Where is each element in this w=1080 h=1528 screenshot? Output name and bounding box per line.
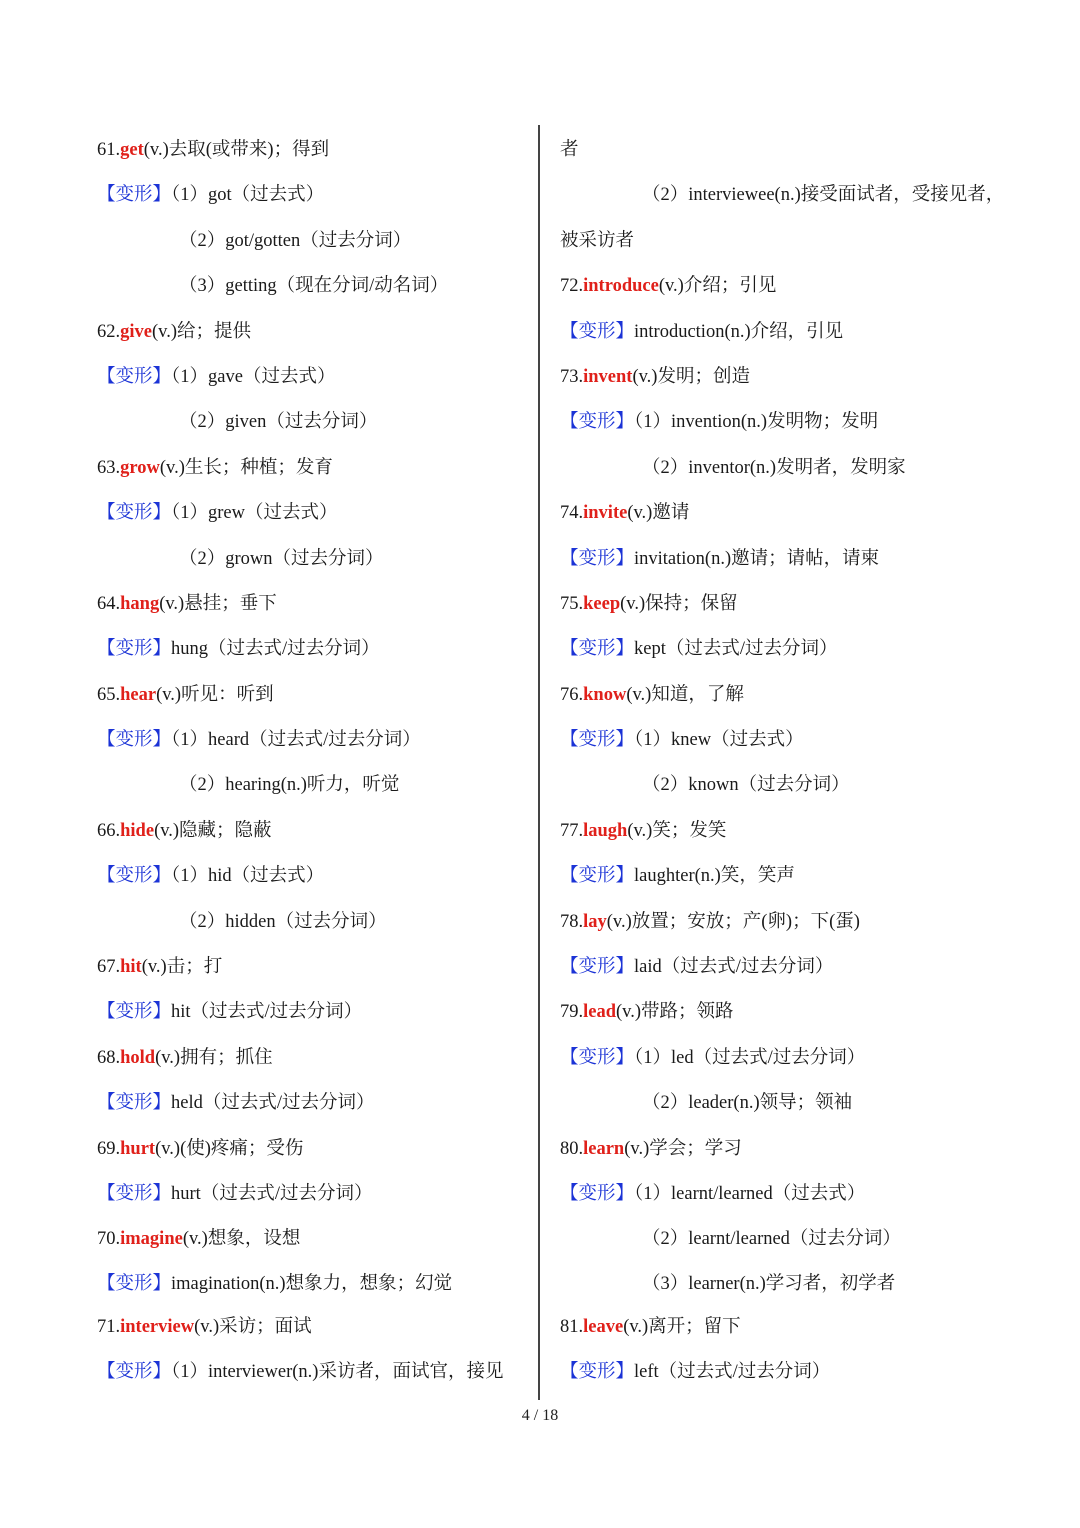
definition: (v.)邀请	[627, 503, 690, 524]
variant-text: hurt（过去式/过去分词）	[171, 1183, 373, 1204]
variant-tag: 【变形】	[560, 866, 635, 887]
variant-line	[97, 718, 527, 763]
variant-subline	[560, 1081, 1000, 1126]
vocab-entry	[97, 582, 527, 627]
variant-line	[560, 627, 1000, 672]
variant-tag: 【变形】	[97, 1002, 172, 1023]
variant-line	[97, 491, 527, 536]
variant-line	[560, 400, 1000, 445]
variant-tag: 【变形】	[97, 1093, 172, 1114]
variant-text: hung（过去式/过去分词）	[171, 639, 380, 660]
entry-number: 63.	[97, 457, 121, 478]
vocab-entry	[560, 1305, 1000, 1350]
variant-tag: 【变形】	[97, 366, 172, 387]
headword: lead	[583, 1002, 617, 1023]
definition: (v.)笑；发笑	[627, 820, 727, 841]
definition: (v.)学会；学习	[624, 1138, 742, 1159]
definition: (v.)采访；面试	[194, 1316, 312, 1337]
variant-text: （1）gave（过去式）	[171, 366, 336, 387]
variant-tag: 【变形】	[560, 957, 635, 978]
entry-number: 77.	[560, 820, 584, 841]
variant-tag: 【变形】	[560, 1362, 635, 1383]
variant-tag: 【变形】	[560, 1183, 635, 1204]
variant-text: （1）grew（过去式）	[171, 503, 338, 524]
variant-subline	[560, 446, 1000, 491]
vocab-entry	[560, 491, 1000, 536]
line-text: （2）got/gotten（过去分词）	[179, 230, 412, 251]
entry-number: 62.	[97, 321, 121, 342]
headword: get	[120, 140, 144, 160]
line-text: （2）hearing(n.)听力，听觉	[179, 775, 400, 796]
vocab-entry	[560, 355, 1000, 400]
variant-tag: 【变形】	[560, 639, 635, 660]
vocab-entry	[97, 128, 527, 173]
variant-line	[97, 173, 527, 218]
variant-tag: 【变形】	[97, 730, 172, 751]
variant-tag: 【变形】	[560, 730, 635, 751]
vocab-entry	[97, 945, 527, 990]
variant-text: laid（过去式/过去分词）	[634, 957, 834, 978]
variant-tag: 【变形】	[97, 1183, 172, 1204]
entry-number: 80.	[560, 1138, 584, 1159]
headword: imagine	[120, 1229, 183, 1250]
page-number: 4 / 18	[521, 1407, 559, 1424]
variant-text: laughter(n.)笑，笑声	[634, 866, 795, 887]
variant-line	[97, 627, 527, 672]
variant-subline	[97, 219, 527, 264]
variant-subline	[97, 537, 527, 582]
headword: interview	[120, 1316, 195, 1337]
definition: (v.)给；提供	[151, 321, 251, 342]
variant-line	[560, 945, 1000, 990]
vocab-entry	[97, 1036, 527, 1081]
variant-subline	[560, 1217, 1000, 1262]
entry-number: 79.	[560, 1002, 584, 1023]
definition: (v.)(使)疼痛；受伤	[155, 1138, 304, 1159]
entry-number: 67.	[97, 957, 121, 978]
variant-line	[97, 1263, 527, 1305]
variant-line	[97, 1350, 527, 1395]
variant-line	[97, 1081, 527, 1126]
variant-text: （1）heard（过去式/过去分词）	[171, 730, 421, 751]
definition: (v.)放置；安放；产(卵)；下(蛋)	[606, 911, 860, 932]
line-text: （2）interviewee(n.)接受面试者，受接见者，	[642, 185, 1005, 206]
column-divider	[538, 125, 540, 1400]
variant-tag: 【变形】	[97, 1273, 172, 1294]
variant-text: （1）interviewer(n.)采访者，面试官，接见	[171, 1362, 504, 1383]
definition: (v.)隐藏；隐蔽	[154, 820, 272, 841]
entry-number: 66.	[97, 820, 121, 841]
line-text: 被采访者	[560, 230, 635, 251]
variant-text: hit（过去式/过去分词）	[171, 1002, 363, 1023]
vocab-entry	[560, 990, 1000, 1035]
vocab-entry	[97, 1127, 527, 1172]
continuation-line	[560, 128, 1000, 173]
entry-number: 61.	[97, 140, 121, 160]
definition: (v.)拥有；抓住	[155, 1047, 273, 1068]
entry-number: 72.	[560, 276, 584, 297]
headword: laugh	[583, 820, 628, 841]
vocab-entry	[560, 673, 1000, 718]
variant-subline	[97, 264, 527, 309]
vocab-entry	[97, 310, 527, 355]
headword: invite	[583, 503, 628, 524]
entry-number: 75.	[560, 593, 584, 614]
variant-line	[560, 1350, 1000, 1395]
line-text: （2）given（过去分词）	[179, 412, 378, 433]
line-text: （3）learner(n.)学习者，初学者	[642, 1273, 896, 1294]
entry-number: 76.	[560, 684, 584, 705]
entry-number: 68.	[97, 1047, 121, 1068]
vocab-entry	[97, 446, 527, 491]
variant-subline	[560, 763, 1000, 808]
entry-number: 65.	[97, 684, 121, 705]
definition: (v.)想象，设想	[182, 1229, 301, 1250]
headword: hold	[120, 1047, 156, 1068]
entry-number: 81.	[560, 1316, 584, 1337]
entry-number: 70.	[97, 1229, 121, 1250]
variant-tag: 【变形】	[97, 1362, 172, 1383]
vocab-entry	[560, 1127, 1000, 1172]
variant-text: introduction(n.)介绍，引见	[634, 321, 844, 342]
line-text: （2）grown（过去分词）	[179, 548, 384, 569]
variant-tag: 【变形】	[97, 185, 172, 206]
entry-number: 64.	[97, 593, 121, 614]
line-text: （2）learnt/learned（过去分词）	[642, 1229, 901, 1250]
variant-tag: 【变形】	[560, 1047, 635, 1068]
definition: (v.)知道，了解	[626, 684, 744, 705]
headword: hang	[120, 593, 160, 614]
headword: hit	[120, 957, 142, 978]
headword: lay	[583, 911, 607, 932]
headword: invent	[583, 366, 633, 387]
definition: (v.)听见：听到	[156, 684, 274, 705]
entry-number: 73.	[560, 366, 584, 387]
variant-subline	[97, 400, 527, 445]
vocab-entry	[97, 1217, 527, 1262]
variant-line	[560, 718, 1000, 763]
line-text: （2）leader(n.)领导；领袖	[642, 1093, 853, 1114]
headword: give	[120, 321, 152, 342]
variant-tag: 【变形】	[97, 866, 172, 887]
variant-tag: 【变形】	[560, 548, 635, 569]
entry-number: 69.	[97, 1138, 121, 1159]
vocab-entry	[97, 1305, 527, 1350]
entry-number: 78.	[560, 911, 584, 932]
variant-line	[97, 990, 527, 1035]
variant-text: imagination(n.)想象力，想象；幻觉	[171, 1273, 453, 1294]
variant-line	[97, 355, 527, 400]
variant-subline	[560, 1263, 1000, 1305]
vocab-entry	[560, 582, 1000, 627]
variant-text: left（过去式/过去分词）	[634, 1362, 831, 1383]
continuation-line	[560, 219, 1000, 264]
entry-number: 71.	[97, 1316, 121, 1337]
vocab-entry	[560, 809, 1000, 854]
variant-tag: 【变形】	[97, 503, 172, 524]
vocab-entry	[97, 673, 527, 718]
headword: keep	[583, 593, 621, 614]
headword: leave	[583, 1316, 624, 1337]
variant-text: held（过去式/过去分词）	[171, 1093, 375, 1114]
variant-subline	[97, 763, 527, 808]
definition: (v.)悬挂；垂下	[159, 593, 277, 614]
definition: (v.)击；打	[141, 957, 223, 978]
left-column	[97, 128, 527, 1396]
variant-tag: 【变形】	[560, 412, 635, 433]
variant-line	[560, 537, 1000, 582]
headword: hear	[120, 684, 157, 705]
line-text: （2）hidden（过去分词）	[179, 911, 387, 932]
definition: (v.)生长；种植；发育	[159, 457, 333, 478]
definition: (v.)介绍；引见	[658, 276, 777, 297]
headword: hide	[120, 820, 155, 841]
variant-line	[560, 1172, 1000, 1217]
headword: hurt	[120, 1138, 156, 1159]
variant-tag: 【变形】	[560, 321, 635, 342]
definition: (v.)保持；保留	[620, 593, 738, 614]
definition: (v.)去取(或带来)；得到	[143, 140, 330, 160]
right-column	[560, 128, 1005, 1396]
variant-text: （1）hid（过去式）	[171, 866, 325, 887]
vocab-entry	[560, 264, 1000, 309]
variant-line	[97, 854, 527, 899]
variant-text: （1）led（过去式/过去分词）	[634, 1047, 866, 1068]
variant-subline	[97, 900, 527, 945]
variant-text: （1）invention(n.)发明物；发明	[634, 412, 879, 433]
headword: know	[583, 684, 627, 705]
variant-line	[560, 310, 1000, 355]
variant-text: kept（过去式/过去分词）	[634, 639, 838, 660]
headword: learn	[583, 1138, 625, 1159]
definition: (v.)带路；领路	[616, 1002, 734, 1023]
variant-line	[560, 1036, 1000, 1081]
variant-text: （1）knew（过去式）	[634, 730, 804, 751]
variant-subline	[560, 173, 1005, 218]
line-text: （2）known（过去分词）	[642, 775, 850, 796]
variant-line	[97, 1172, 527, 1217]
variant-text: （1）learnt/learned（过去式）	[634, 1183, 866, 1204]
headword: introduce	[583, 276, 659, 297]
definition: (v.)发明；创造	[632, 366, 750, 387]
variant-tag: 【变形】	[97, 639, 172, 660]
entry-number: 74.	[560, 503, 584, 524]
vocab-entry	[97, 809, 527, 854]
line-text: （3）getting（现在分词/动名词）	[179, 276, 449, 297]
line-text: 者	[560, 140, 579, 160]
variant-text: （1）got（过去式）	[171, 185, 325, 206]
variant-text: invitation(n.)邀请；请帖，请柬	[634, 548, 880, 569]
line-text: （2）inventor(n.)发明者，发明家	[642, 457, 906, 478]
headword: grow	[120, 457, 160, 478]
definition: (v.)离开；留下	[623, 1316, 741, 1337]
variant-line	[560, 854, 1000, 899]
vocab-entry	[560, 900, 1000, 945]
